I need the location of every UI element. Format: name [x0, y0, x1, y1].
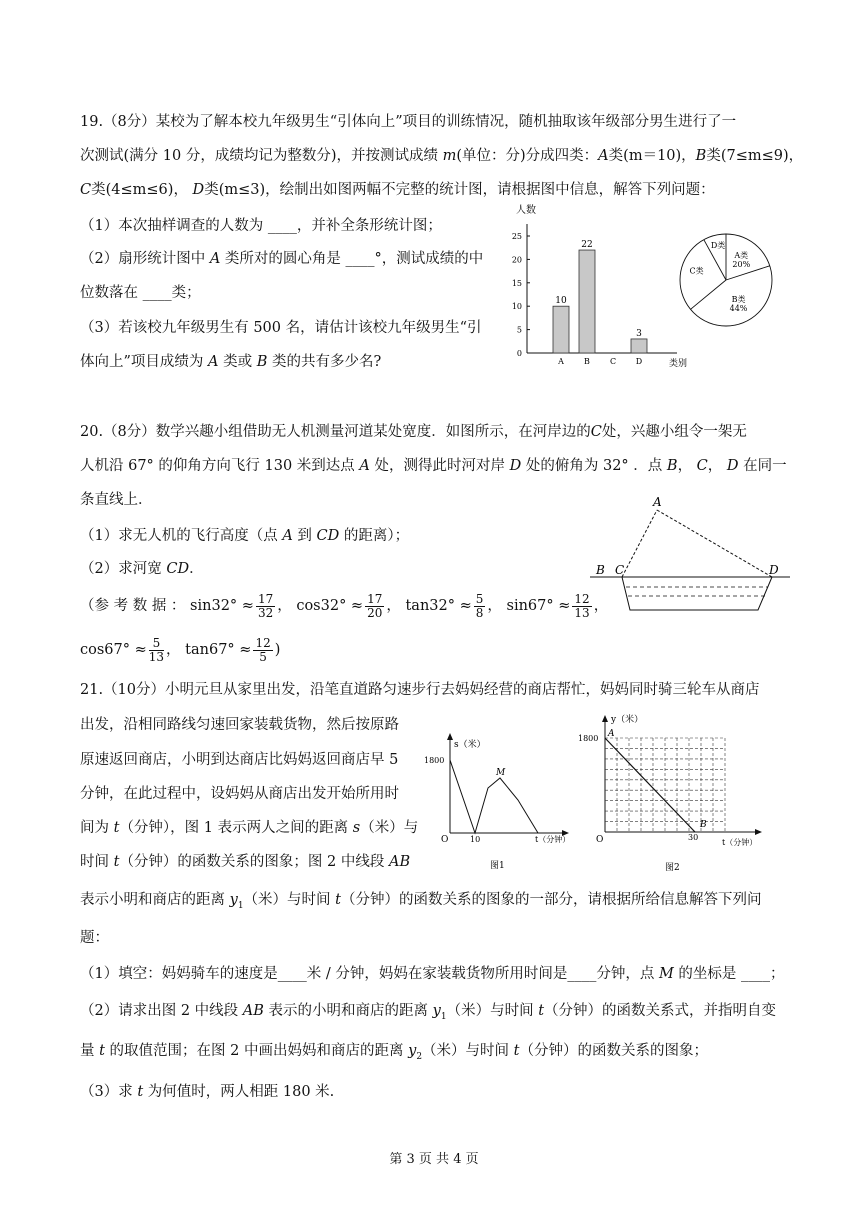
fig2-x-arrow	[755, 829, 762, 835]
fig2-origin: O	[596, 835, 604, 845]
label-d: D	[769, 563, 779, 577]
q19-part-3: （3）若该校九年级男生有 500 名，请估计该校九年级男生“引	[80, 320, 482, 336]
bar-value-label: 10	[555, 296, 567, 307]
bar-x-label: 类别	[669, 359, 688, 369]
bar-value-label: 3	[636, 328, 642, 339]
q19-part-1: （1）本次抽样调查的人数为 ____，并补全条形统计图；	[80, 218, 442, 234]
fig2-y-tick: 1800	[578, 734, 599, 743]
q21-line-5: 间为 t（分钟），图 1 表示两人之间的距离 s（米）与	[80, 820, 419, 836]
q20-reference-2: cos67° ≈ $\frac{5}{13}$ ， tan67° ≈ $\frac{12}{5}$ )	[80, 635, 281, 664]
q19-line-3: C类(4≤m≤6)， D类(m≤3)，绘制出如图两幅不完整的统计图，请根据图中信息，解答下列问题：	[80, 182, 715, 198]
pie-slice-label: B类	[731, 294, 746, 304]
pie-slice-value: 20%	[732, 259, 751, 269]
fig2-y-label: y（米）	[611, 715, 644, 725]
q19-part-3-cont: 体向上”项目成绩为 A 类或 B 类的共有多少名?	[80, 354, 382, 370]
fig1-y-arrow	[447, 733, 453, 740]
bar-D	[631, 339, 647, 353]
q21-line-7: 表示小明和商店的距离 $y_1$（米）与时间 t（分钟）的函数关系的图象的一部分，请根据所给信息解答下列问	[80, 892, 762, 911]
fig2-y-arrow	[602, 715, 608, 722]
pie-chart-svg	[676, 230, 776, 330]
pie-chart	[676, 230, 776, 330]
river-figure	[590, 495, 800, 620]
riverbed	[622, 577, 772, 610]
bar-x-tick-label: B	[584, 357, 590, 366]
fig2-x-label: t（分钟）	[722, 838, 758, 847]
label-c: C	[615, 563, 625, 577]
q21-part-2: （2）请求出图 2 中线段 AB 表示的小明和商店的距离 $y_1$（米）与时间 t（分钟）的函数关系式，并指明自变	[80, 1003, 777, 1022]
pie-slice-label: C类	[689, 266, 704, 276]
q20-part-1: （1）求无人机的飞行高度（点 A 到 CD 的距离）；	[80, 528, 410, 544]
bar-A	[553, 306, 569, 353]
bar-x-tick-label: A	[558, 357, 564, 366]
fig1-x-tick: 10	[470, 835, 481, 844]
fig2-point-b: B	[700, 820, 707, 830]
line-ca	[622, 510, 657, 577]
q20-line-3: 条直线上．	[80, 492, 153, 508]
fig1-caption: 图1	[490, 861, 505, 871]
q21-line-6: 时间 t（分钟）的函数关系的图象；图 2 中线段 AB	[80, 854, 411, 870]
fig1-y-tick: 1800	[424, 756, 445, 765]
q19-part-2: （2）扇形统计图中 A 类所对的圆心角是 ____°，测试成绩的中	[80, 251, 484, 267]
fig1-y-label: s（米）	[454, 740, 486, 750]
page-footer: 第 3 页 共 4 页	[389, 1152, 479, 1167]
q21-part-1: （1）填空：妈妈骑车的速度是____米 / 分钟，妈妈在家装载货物所用时间是____分钟，点 M 的坐标是 ____；	[80, 966, 785, 982]
pie-slice-label: A类	[734, 250, 749, 260]
figure-1	[420, 725, 570, 875]
label-b: B	[596, 563, 605, 577]
fig1-x-label: t（分钟）	[535, 835, 570, 844]
bar-chart	[505, 200, 690, 370]
bar-chart-svg	[505, 200, 690, 370]
q21-line-3: 原速返回商店，小明到达商店比妈妈返回商店早 5	[80, 752, 399, 768]
q21-line-4: 分钟，在此过程中，设妈妈从商店出发开始所用时	[80, 786, 399, 802]
bar-y-label: 人数	[516, 205, 536, 216]
fig1-origin: O	[441, 835, 449, 845]
bar-y-tick-label: 20	[511, 255, 522, 265]
river-figure-svg	[590, 495, 800, 620]
q19-part-2-cont: 位数落在 ____类；	[80, 285, 201, 301]
q21-part-2-cont: 量 t 的取值范围；在图 2 中画出妈妈和商店的距离 $y_2$（米）与时间 t（分钟）的函数关系的图象；	[80, 1043, 708, 1062]
fig2-segment-ab	[605, 738, 695, 832]
q20-line-2: 人机沿 67° 的仰角方向飞行 130 米到达点 A 处，测得此时河对岸 D 处的俯角为 32° ．点 B， C， D 在同一	[80, 458, 787, 474]
q20-line-1: 20.（8分）数学兴趣小组借助无人机测量河道某处宽度．如图所示，在河岸边的C处，兴趣小组令一架无	[80, 424, 747, 440]
figure-1-svg	[420, 725, 570, 875]
bar-y-tick-label: 0	[516, 349, 522, 358]
figure-2	[575, 710, 775, 875]
line-ad	[657, 510, 772, 577]
bar-y-tick-label: 10	[511, 302, 522, 312]
q19-line-1: 19.（8分）某校为了解本校九年级男生“引体向上”项目的训练情况，随机抽取该年级部分男生进行了一	[80, 114, 737, 130]
label-a: A	[653, 495, 662, 509]
bar-x-tick-label: D	[635, 357, 643, 366]
q20-reference-1: （参 考 数 据 ： sin32° ≈ $\frac{17}{32}$ ， cos32° ≈ $\frac{17}{20}$ ， tan32° ≈ $\frac{5}{8}$ ， sin67° ≈ $\frac{12}{13}$ ，	[80, 591, 609, 620]
bar-x-tick-label: C	[609, 357, 617, 366]
pie-slice-label: D类	[710, 241, 726, 251]
fig2-grid	[605, 738, 725, 832]
q21-line-8: 题：	[80, 930, 109, 946]
q21-line-2: 出发，沿相同路线匀速回家装载货物，然后按原路	[80, 717, 399, 733]
fig1-point-m: M	[496, 768, 506, 778]
q21-part-3: （3）求 t 为何值时，两人相距 180 米.	[80, 1084, 335, 1100]
q21-line-1: 21.（10分）小明元旦从家里出发，沿笔直道路匀速步行去妈妈经营的商店帮忙，妈妈同时骑三轮车从商店	[80, 682, 760, 698]
bar-value-label: 22	[581, 240, 593, 251]
fig2-point-a: A	[608, 729, 615, 739]
bar-y-tick-label: 5	[516, 325, 522, 335]
bar-y-tick-label: 15	[511, 278, 522, 288]
fig2-caption: 图2	[665, 863, 680, 873]
fig2-x-tick: 30	[688, 833, 699, 842]
bar-y-tick-label: 25	[511, 232, 522, 241]
bar-B	[579, 250, 595, 353]
pie-slice-value: 44%	[729, 303, 748, 313]
q19-line-2: 次测试(满分 10 分，成绩均记为整数分)，并按测试成绩 m(单位：分)分成四类：A类(m＝10)，B类(7≤m≤9)，	[80, 148, 804, 164]
figure-2-svg	[575, 710, 775, 875]
q20-part-2: （2）求河宽 CD．	[80, 561, 204, 577]
fig1-curve	[450, 760, 538, 833]
